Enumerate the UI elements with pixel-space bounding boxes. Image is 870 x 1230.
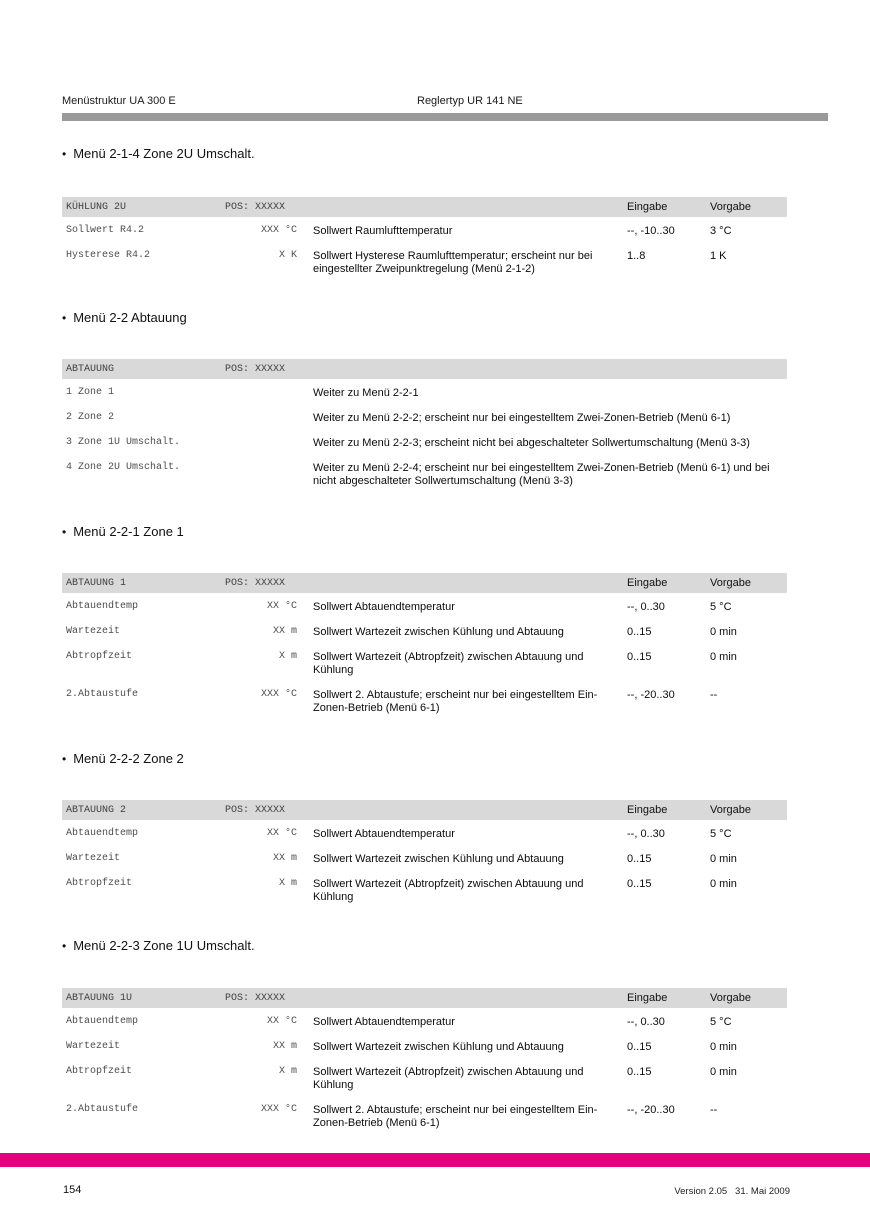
table-header-row bbox=[62, 573, 787, 593]
param-value: XXX °C bbox=[260, 1104, 297, 1115]
param-table-abtauung bbox=[62, 359, 787, 492]
column-header-eingabe: Eingabe bbox=[627, 992, 668, 1004]
param-label: Wartezeit bbox=[66, 626, 121, 637]
param-eingabe: --, -20..30 bbox=[627, 1104, 675, 1116]
table-name: ABTAUUNG 1U bbox=[66, 992, 133, 1004]
table-row bbox=[62, 820, 787, 845]
param-description: Sollwert Hysterese Raumlufttemperatur; erscheint nur bei eingestellter Zweipunktregelung (Menü 2-1-2) bbox=[313, 250, 593, 275]
param-vorgabe: 0 min bbox=[710, 1066, 737, 1078]
menu-item-description: Weiter zu Menü 2-2-1 bbox=[313, 387, 419, 399]
param-eingabe: 1..8 bbox=[627, 250, 646, 262]
section-heading-label: Menü 2-2-1 Zone 1 bbox=[73, 524, 184, 539]
param-description: Sollwert 2. Abtaustufe; erscheint nur bei eingestelltem Ein-Zonen-Betrieb (Menü 6-1) bbox=[313, 689, 598, 714]
param-label: 2.Abtaustufe bbox=[66, 1104, 139, 1115]
section-heading-label: Menü 2-2 Abtauung bbox=[73, 310, 187, 325]
bullet-icon: • bbox=[62, 752, 67, 766]
param-eingabe: 0..15 bbox=[627, 878, 652, 890]
param-eingabe: 0..15 bbox=[627, 651, 652, 663]
table-row bbox=[62, 1033, 787, 1058]
footer-accent-bar bbox=[0, 1153, 870, 1167]
table-header-row bbox=[62, 359, 787, 379]
table-row bbox=[62, 845, 787, 870]
table-pos: POS: XXXXX bbox=[225, 363, 286, 375]
param-label: Wartezeit bbox=[66, 853, 121, 864]
table-row bbox=[62, 454, 787, 492]
param-vorgabe: -- bbox=[710, 1104, 718, 1116]
param-label: Abtauendtemp bbox=[66, 828, 139, 839]
param-eingabe: --, 0..30 bbox=[627, 601, 665, 613]
param-label: Sollwert R4.2 bbox=[66, 225, 145, 236]
param-description: Sollwert Wartezeit zwischen Kühlung und Abtauung bbox=[313, 626, 564, 638]
param-eingabe: 0..15 bbox=[627, 1066, 652, 1078]
param-label: Abtropfzeit bbox=[66, 878, 133, 889]
param-value: XXX °C bbox=[260, 225, 297, 236]
param-description: Sollwert Wartezeit zwischen Kühlung und Abtauung bbox=[313, 853, 564, 865]
section-heading-menu-2-1-4 bbox=[62, 147, 255, 161]
param-vorgabe: 3 °C bbox=[710, 225, 732, 237]
param-table-abtauung-1u bbox=[62, 988, 787, 1134]
column-header-eingabe: Eingabe bbox=[627, 201, 668, 213]
doc-title-right: Reglertyp UR 141 NE bbox=[417, 95, 523, 107]
param-vorgabe: 0 min bbox=[710, 1041, 737, 1053]
param-eingabe: --, 0..30 bbox=[627, 828, 665, 840]
table-row bbox=[62, 379, 787, 404]
table-name: ABTAUUNG bbox=[66, 363, 115, 375]
param-description: Sollwert Abtauendtemperatur bbox=[313, 1016, 455, 1028]
param-vorgabe: 5 °C bbox=[710, 601, 732, 613]
param-label: Abtropfzeit bbox=[66, 1066, 133, 1077]
param-vorgabe: 0 min bbox=[710, 878, 737, 890]
menu-item-label: 1 Zone 1 bbox=[66, 387, 115, 398]
section-heading-menu-2-2-2 bbox=[62, 752, 184, 766]
param-table-abtauung-1 bbox=[62, 573, 787, 719]
param-eingabe: 0..15 bbox=[627, 1041, 652, 1053]
param-value: XX m bbox=[272, 626, 297, 637]
param-value: XX m bbox=[272, 853, 297, 864]
section-heading-label: Menü 2-1-4 Zone 2U Umschalt. bbox=[73, 146, 255, 161]
column-header-vorgabe: Vorgabe bbox=[710, 201, 751, 213]
column-header-eingabe: Eingabe bbox=[627, 804, 668, 816]
column-header-eingabe: Eingabe bbox=[627, 577, 668, 589]
param-eingabe: 0..15 bbox=[627, 626, 652, 638]
param-description: Sollwert 2. Abtaustufe; erscheint nur bei eingestelltem Ein-Zonen-Betrieb (Menü 6-1) bbox=[313, 1104, 598, 1129]
table-row bbox=[62, 242, 787, 280]
table-header-row bbox=[62, 800, 787, 820]
table-row bbox=[62, 643, 787, 681]
table-pos: POS: XXXXX bbox=[225, 577, 286, 589]
section-heading-label: Menü 2-2-3 Zone 1U Umschalt. bbox=[73, 938, 255, 953]
param-eingabe: --, 0..30 bbox=[627, 1016, 665, 1028]
column-header-vorgabe: Vorgabe bbox=[710, 804, 751, 816]
section-heading-menu-2-2 bbox=[62, 311, 187, 325]
param-label: Hysterese R4.2 bbox=[66, 250, 151, 261]
param-eingabe: 0..15 bbox=[627, 853, 652, 865]
table-pos: POS: XXXXX bbox=[225, 201, 286, 213]
param-value: X m bbox=[278, 651, 297, 662]
param-eingabe: --, -20..30 bbox=[627, 689, 675, 701]
table-row bbox=[62, 1058, 787, 1096]
page-number: 154 bbox=[63, 1184, 82, 1196]
menu-item-label: 4 Zone 2U Umschalt. bbox=[66, 462, 181, 473]
param-description: Sollwert Wartezeit (Abtropfzeit) zwischen Abtauung und Kühlung bbox=[313, 878, 584, 903]
table-name: KÜHLUNG 2U bbox=[66, 201, 127, 213]
param-vorgabe: 0 min bbox=[710, 626, 737, 638]
param-label: Abtauendtemp bbox=[66, 1016, 139, 1027]
bullet-icon: • bbox=[62, 525, 67, 539]
param-vorgabe: 5 °C bbox=[710, 828, 732, 840]
param-description: Sollwert Raumlufttemperatur bbox=[313, 225, 453, 237]
table-pos: POS: XXXXX bbox=[225, 804, 286, 816]
param-value: XX °C bbox=[266, 1016, 297, 1027]
section-heading-label: Menü 2-2-2 Zone 2 bbox=[73, 751, 184, 766]
param-label: Abtropfzeit bbox=[66, 651, 133, 662]
param-value: X m bbox=[278, 1066, 297, 1077]
doc-title-left: Menüstruktur UA 300 E bbox=[62, 95, 176, 107]
bullet-icon: • bbox=[62, 147, 67, 161]
param-value: X m bbox=[278, 878, 297, 889]
menu-item-description: Weiter zu Menü 2-2-3; erscheint nicht bei abgeschalteter Sollwertumschaltung (Menü 3-3) bbox=[313, 437, 750, 449]
table-row bbox=[62, 593, 787, 618]
param-vorgabe: -- bbox=[710, 689, 718, 701]
param-description: Sollwert Wartezeit (Abtropfzeit) zwischen Abtauung und Kühlung bbox=[313, 651, 584, 676]
table-header-row bbox=[62, 197, 787, 217]
param-eingabe: --, -10..30 bbox=[627, 225, 675, 237]
column-header-vorgabe: Vorgabe bbox=[710, 992, 751, 1004]
param-label: Abtauendtemp bbox=[66, 601, 139, 612]
menu-item-description: Weiter zu Menü 2-2-4; erscheint nur bei eingestelltem Zwei-Zonen-Betrieb (Menü 6-1) und bei nicht abgeschalteter Sollwertumschaltung (Menü 3-3) bbox=[313, 462, 770, 487]
param-vorgabe: 0 min bbox=[710, 853, 737, 865]
param-description: Sollwert Wartezeit zwischen Kühlung und Abtauung bbox=[313, 1041, 564, 1053]
param-label: Wartezeit bbox=[66, 1041, 121, 1052]
table-row bbox=[62, 618, 787, 643]
table-row bbox=[62, 217, 787, 242]
bullet-icon: • bbox=[62, 939, 67, 953]
param-vorgabe: 0 min bbox=[710, 651, 737, 663]
menu-item-label: 3 Zone 1U Umschalt. bbox=[66, 437, 181, 448]
param-value: X K bbox=[278, 250, 297, 261]
table-row bbox=[62, 1096, 787, 1134]
table-name: ABTAUUNG 1 bbox=[66, 577, 127, 589]
table-row bbox=[62, 870, 787, 908]
column-header-vorgabe: Vorgabe bbox=[710, 577, 751, 589]
table-row bbox=[62, 1008, 787, 1033]
param-value: XX °C bbox=[266, 828, 297, 839]
param-vorgabe: 5 °C bbox=[710, 1016, 732, 1028]
section-heading-menu-2-2-1 bbox=[62, 525, 184, 539]
table-pos: POS: XXXXX bbox=[225, 992, 286, 1004]
param-vorgabe: 1 K bbox=[710, 250, 727, 262]
param-table-abtauung-2 bbox=[62, 800, 787, 908]
param-table-kuehlung-2u bbox=[62, 197, 787, 280]
table-row bbox=[62, 429, 787, 454]
section-heading-menu-2-2-3 bbox=[62, 939, 255, 953]
param-description: Sollwert Abtauendtemperatur bbox=[313, 828, 455, 840]
bullet-icon: • bbox=[62, 311, 67, 325]
param-value: XX °C bbox=[266, 601, 297, 612]
param-description: Sollwert Wartezeit (Abtropfzeit) zwischen Abtauung und Kühlung bbox=[313, 1066, 584, 1091]
version-stamp: Version 2.05 31. Mai 2009 bbox=[674, 1186, 790, 1197]
table-row bbox=[62, 404, 787, 429]
param-value: XX m bbox=[272, 1041, 297, 1052]
table-header-row bbox=[62, 988, 787, 1008]
param-description: Sollwert Abtauendtemperatur bbox=[313, 601, 455, 613]
table-row bbox=[62, 681, 787, 719]
menu-item-description: Weiter zu Menü 2-2-2; erscheint nur bei eingestelltem Zwei-Zonen-Betrieb (Menü 6-1) bbox=[313, 412, 731, 424]
table-name: ABTAUUNG 2 bbox=[66, 804, 127, 816]
param-label: 2.Abtaustufe bbox=[66, 689, 139, 700]
header-rule bbox=[62, 113, 828, 121]
param-value: XXX °C bbox=[260, 689, 297, 700]
menu-item-label: 2 Zone 2 bbox=[66, 412, 115, 423]
